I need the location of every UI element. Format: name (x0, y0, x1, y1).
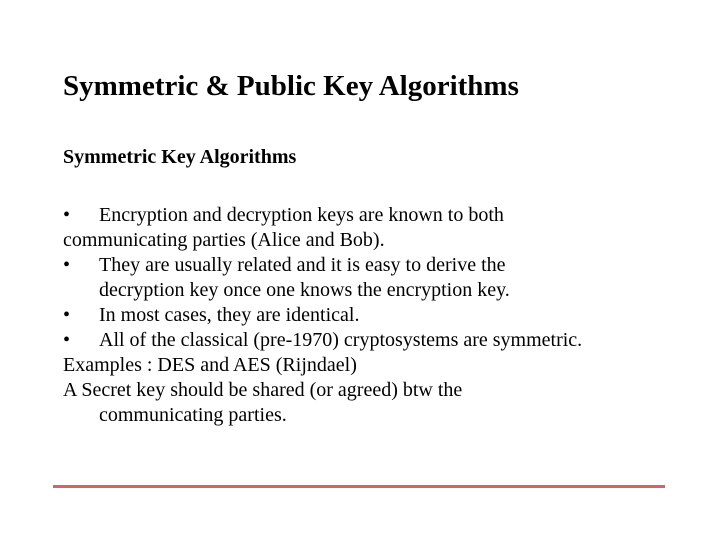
slide-subtitle: Symmetric Key Algorithms (63, 146, 297, 168)
secret-key-line-continuation: communicating parties. (99, 404, 287, 426)
examples-line: Examples : DES and AES (Rijndael) (63, 354, 357, 376)
bullet-glyph: • (63, 204, 71, 226)
bullet-text: In most cases, they are identical. (99, 304, 360, 326)
bullet-item-1-continuation: communicating parties (Alice and Bob). (63, 229, 385, 251)
bullet-glyph: • (63, 304, 71, 326)
slide-body (63, 203, 703, 428)
bullet-item-1 (63, 203, 703, 228)
bullet-text: They are usually related and it is easy to derive the (99, 254, 506, 276)
bullet-glyph: • (63, 329, 71, 351)
bullet-item-2-continuation: decryption key once one knows the encryption key. (99, 279, 510, 301)
bullet-item-4 (63, 328, 703, 353)
bullet-item-2 (63, 253, 703, 278)
bullet-text: All of the classical (pre-1970) cryptosystems are symmetric. (99, 329, 583, 351)
bullet-glyph: • (63, 254, 71, 276)
bullet-item-3 (63, 303, 703, 328)
bullet-text: Encryption and decryption keys are known to both (99, 204, 504, 226)
footer-divider (53, 485, 665, 488)
secret-key-line: A Secret key should be shared (or agreed) btw the (63, 379, 463, 401)
slide-title: Symmetric & Public Key Algorithms (63, 70, 519, 102)
